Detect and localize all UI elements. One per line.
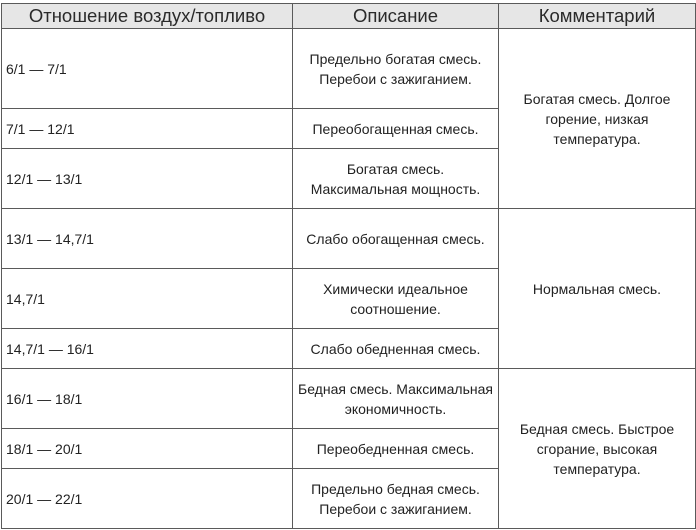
description-cell: Предельно бедная смесь. Перебои с зажиганием.	[293, 469, 499, 529]
ratio-cell: 7/1 — 12/1	[2, 109, 293, 149]
ratio-cell: 6/1 — 7/1	[2, 29, 293, 109]
ratio-cell: 14,7/1 — 16/1	[2, 329, 293, 369]
comment-cell-lean: Бедная смесь. Быстрое сгорание, высокая температура.	[499, 369, 696, 529]
header-description: Описание	[293, 4, 499, 29]
ratio-cell: 18/1 — 20/1	[2, 429, 293, 469]
table-header-row	[2, 4, 696, 29]
description-cell: Переобогащенная смесь.	[293, 109, 499, 149]
description-cell: Бедная смесь. Максимальная экономичность.	[293, 369, 499, 429]
ratio-cell: 20/1 — 22/1	[2, 469, 293, 529]
comment-cell-rich: Богатая смесь. Долгое горение, низкая температура.	[499, 29, 696, 209]
description-cell: Переобедненная смесь.	[293, 429, 499, 469]
ratio-cell: 12/1 — 13/1	[2, 149, 293, 209]
header-ratio: Отношение воздух/топливо	[2, 4, 293, 29]
description-cell: Предельно богатая смесь. Перебои с зажиганием.	[293, 29, 499, 109]
description-cell: Химически идеальное соотношение.	[293, 269, 499, 329]
ratio-cell: 16/1 — 18/1	[2, 369, 293, 429]
table-row	[2, 209, 696, 269]
ratio-cell: 14,7/1	[2, 269, 293, 329]
description-cell: Слабо обогащенная смесь.	[293, 209, 499, 269]
description-cell: Слабо обедненная смесь.	[293, 329, 499, 369]
comment-cell-normal: Нормальная смесь.	[499, 209, 696, 369]
table-row	[2, 369, 696, 429]
air-fuel-ratio-table	[1, 3, 696, 529]
table-row	[2, 29, 696, 109]
header-comment: Комментарий	[499, 4, 696, 29]
description-cell: Богатая смесь. Максимальная мощность.	[293, 149, 499, 209]
ratio-cell: 13/1 — 14,7/1	[2, 209, 293, 269]
